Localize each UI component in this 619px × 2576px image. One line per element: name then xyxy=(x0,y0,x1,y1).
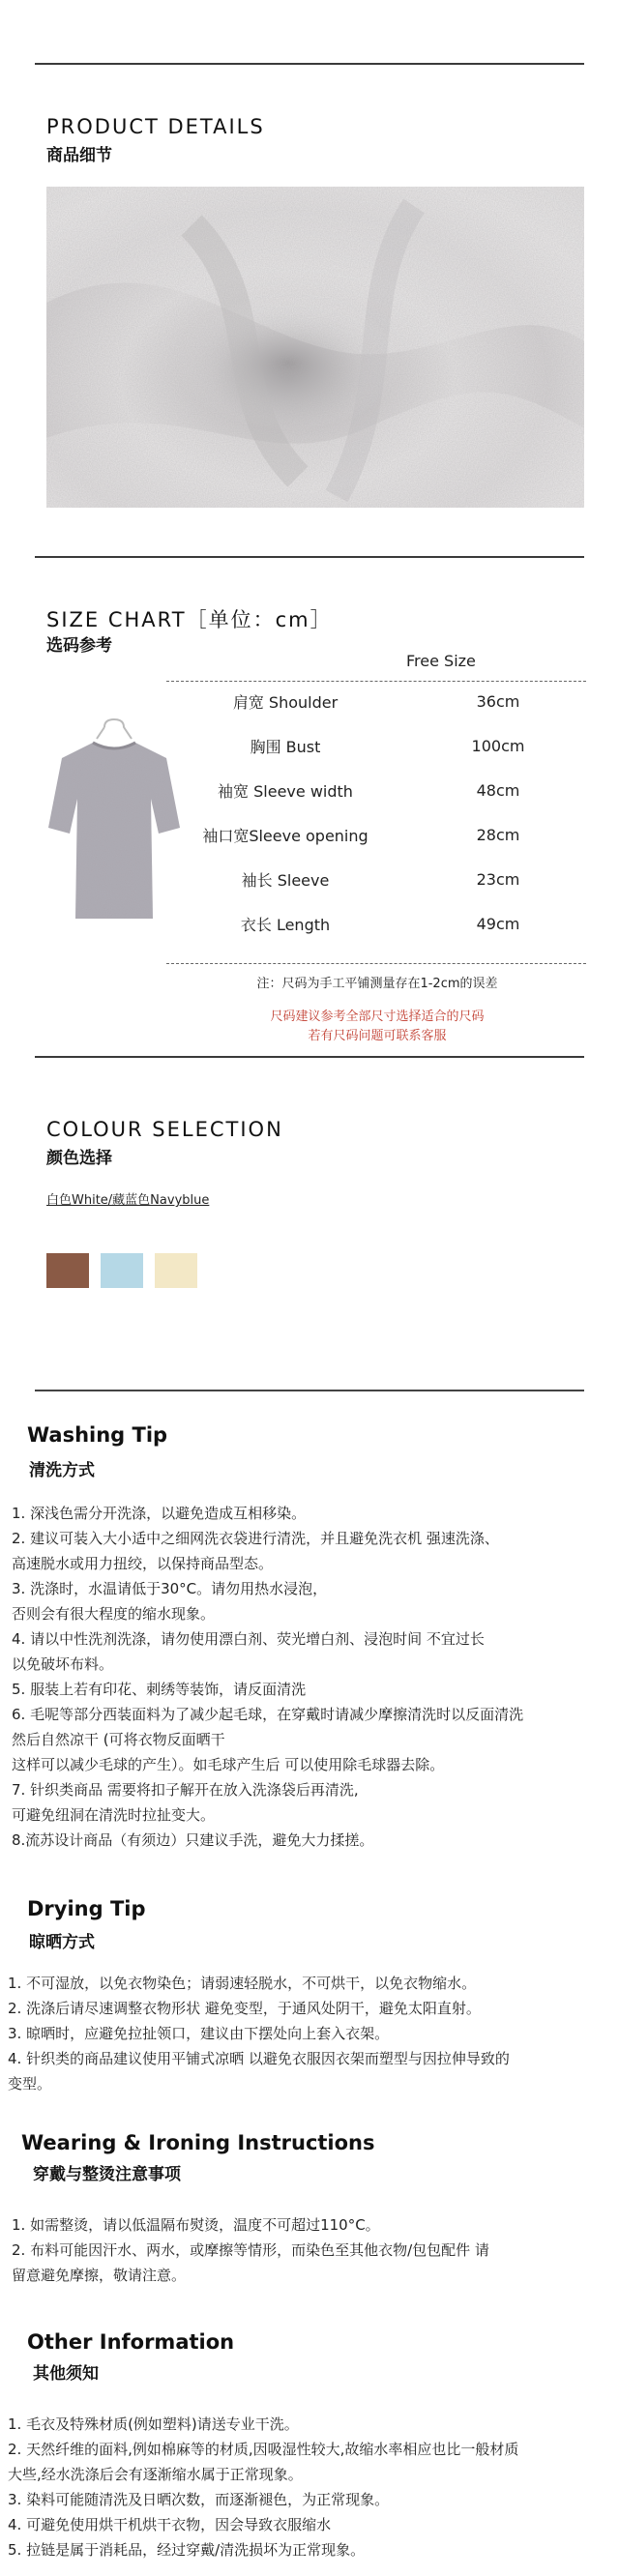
size-value: 23cm xyxy=(476,870,520,889)
washing-tip-subtitle: 清洗方式 xyxy=(29,1461,95,1480)
size-chart-subtitle: 选码参考 xyxy=(46,636,112,656)
knit-top-illustration xyxy=(46,714,182,926)
size-label: 肩宽 Shoulder xyxy=(232,693,339,712)
list-item: 留意避免摩擦，敬请注意。 xyxy=(12,2267,187,2284)
size-label: 袖宽 Sleeve width xyxy=(218,782,353,801)
drying-tip-subtitle: 晾晒方式 xyxy=(29,1933,95,1952)
section-divider-2 xyxy=(35,1056,584,1058)
garment-image xyxy=(46,714,182,926)
list-item: 2. 建议可装入大小适中之细网洗衣袋进行清洗，并且避免洗衣机 强速洗涤、 xyxy=(12,1530,499,1547)
list-item: 6. 毛呢等部分西装面料为了减少起毛球，在穿戴时请减少摩擦清洗时以反面清洗 xyxy=(12,1706,524,1723)
size-advice-line2: 若有尺码问题可联系客服 xyxy=(308,1029,447,1043)
swatch-cream[interactable] xyxy=(155,1253,197,1288)
list-item: 2. 布料可能因汗水、两水，或摩擦等情形，而染色至其他衣物/包包配件 请 xyxy=(12,2241,489,2259)
size-value: 48cm xyxy=(476,781,520,800)
list-item: 高速脱水或用力扭绞，以保持商品型态。 xyxy=(12,1555,274,1572)
list-item: 这样可以减少毛球的产生）。如毛球产生后 可以使用除毛球器去除。 xyxy=(12,1756,445,1773)
other-info-subtitle: 其他须知 xyxy=(33,2364,99,2384)
size-label: 袖口宽Sleeve opening xyxy=(202,827,368,845)
size-value: 36cm xyxy=(476,692,520,711)
list-item: 4. 可避免使用烘干机烘干衣物，因会导致衣服缩水 xyxy=(8,2516,332,2533)
list-item: 5. 拉链是属于消耗品，经过穿戴/清洗损坏为正常现象。 xyxy=(8,2541,366,2559)
size-value: 49cm xyxy=(476,915,520,933)
list-item: 3. 染料可能随清洗及日晒次数，而逐渐褪色，为正常现象。 xyxy=(8,2491,390,2508)
other-info-list xyxy=(8,2412,607,2562)
swatch-light-blue[interactable] xyxy=(101,1253,143,1288)
size-label: 袖长 Sleeve xyxy=(241,871,330,890)
wearing-ironing-subtitle: 穿戴与整烫注意事项 xyxy=(33,2165,181,2184)
size-row-bust xyxy=(169,723,585,768)
product-details-title: PRODUCT DETAILS xyxy=(46,115,265,138)
washing-instructions xyxy=(12,1501,611,1853)
list-item: 2. 天然纤维的面料,例如棉麻等的材质,因吸湿性较大,故缩水率相应也比一般材质 xyxy=(8,2441,519,2458)
list-item: 1. 毛衣及特殊材质(例如塑料)请送专业干洗。 xyxy=(8,2415,299,2433)
top-divider xyxy=(35,63,584,65)
list-item: 3. 晾晒时，应避免拉扯领口，建议由下摆处向上套入衣架。 xyxy=(8,2025,390,2042)
size-row-shoulder xyxy=(169,679,585,723)
size-column-header: Free Size xyxy=(406,652,476,670)
size-row-length xyxy=(169,901,585,946)
drying-instructions xyxy=(8,1971,607,2096)
list-item: 4. 针织类的商品建议使用平铺式凉晒 以避免衣服因衣架而塑型与因拉伸导致的 xyxy=(8,2050,510,2067)
size-table-bottom-line xyxy=(166,963,586,964)
list-item: 大些,经水洗涤后会有逐渐缩水属于正常现象。 xyxy=(8,2466,303,2483)
fabric-detail-image xyxy=(46,187,584,508)
list-item: 3. 洗涤时，水温请低于30°C。请勿用热水浸泡， xyxy=(12,1580,328,1597)
section-divider-1 xyxy=(35,556,584,558)
wearing-ironing-title: Wearing & Ironing Instructions xyxy=(21,2131,375,2154)
list-item: 5. 服装上若有印花、刺绣等装饰，请反面清洗 xyxy=(12,1681,307,1698)
size-note: 注：尺码为手工平铺测量存在1-2cm的误差 xyxy=(256,977,498,991)
list-item: 变型。 xyxy=(8,2075,52,2093)
list-item: 7. 针织类商品 需要将扣子解开在放入洗涤袋后再清洗, xyxy=(12,1781,359,1799)
other-info-title: Other Information xyxy=(27,2330,235,2354)
drying-tip-title: Drying Tip xyxy=(27,1897,146,1920)
list-item: 否则会有很大程度的缩水现象。 xyxy=(12,1605,216,1623)
fabric-texture xyxy=(46,187,584,508)
wearing-instructions xyxy=(12,2212,611,2288)
colour-selection-title: COLOUR SELECTION xyxy=(46,1118,283,1141)
size-row-sleeve-opening xyxy=(169,812,585,857)
list-item: 4. 请以中性洗剂洗涤，请勿使用漂白剂、荧光增白剂、浸泡时间 不宜过长 xyxy=(12,1630,485,1648)
list-item: 1. 深浅色需分开洗涤，以避免造成互相移染。 xyxy=(12,1505,307,1522)
size-chart-title: SIZE CHART［单位：cm］ xyxy=(46,608,333,631)
list-item: 可避免纽洞在清洗时拉扯变大。 xyxy=(12,1806,216,1824)
size-row-sleeve-width xyxy=(169,768,585,812)
list-item: 然后自然凉干 (可将衣物反面晒干 xyxy=(12,1731,225,1748)
section-divider-3 xyxy=(35,1390,584,1391)
colours-available-label: 白色White/藏蓝色Navyblue xyxy=(46,1193,210,1208)
list-item: 1. 不可湿放，以免衣物染色；请弱速轻脱水，不可烘干，以免衣物缩水。 xyxy=(8,1975,477,1992)
size-label: 衣长 Length xyxy=(240,916,331,934)
list-item: 8.流苏设计商品（有须边）只建议手洗，避免大力揉搓。 xyxy=(12,1831,374,1849)
size-value: 28cm xyxy=(476,826,520,844)
swatch-brown[interactable] xyxy=(46,1253,89,1288)
size-label: 胸围 Bust xyxy=(250,738,321,756)
size-value: 100cm xyxy=(471,737,525,755)
list-item: 2. 洗涤后请尽速调整衣物形状 避免变型，于通风处阴干，避免太阳直射。 xyxy=(8,2000,481,2017)
colour-selection-subtitle: 颜色选择 xyxy=(46,1149,112,1168)
washing-tip-title: Washing Tip xyxy=(27,1423,168,1447)
size-advice-line1: 尺码建议参考全部尺寸选择适合的尺码 xyxy=(270,1010,485,1024)
list-item: 以免破坏布料。 xyxy=(12,1655,114,1673)
size-row-sleeve xyxy=(169,857,585,901)
product-details-subtitle: 商品细节 xyxy=(46,146,112,165)
list-item: 1. 如需整烫，请以低温隔布熨烫，温度不可超过110°C。 xyxy=(12,2216,380,2234)
